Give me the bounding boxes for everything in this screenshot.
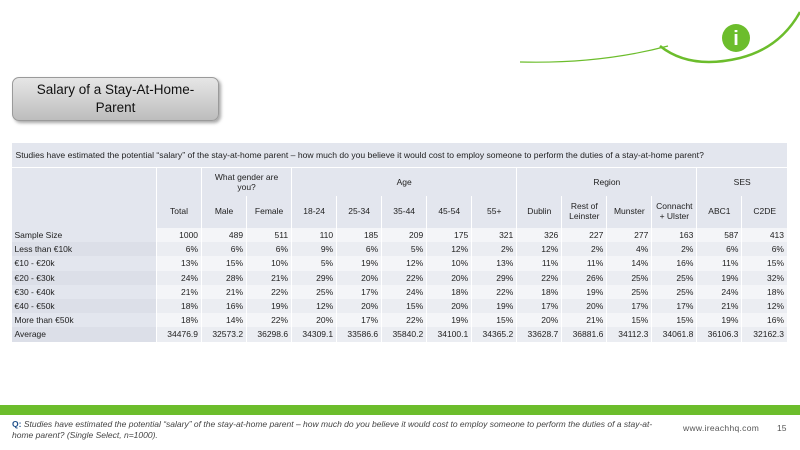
table-cell: 33628.7 xyxy=(517,327,562,341)
table-cell: 5% xyxy=(382,242,427,256)
table-cell: 19% xyxy=(697,271,742,285)
table-cell: 32% xyxy=(742,271,787,285)
table-cell: 413 xyxy=(742,228,787,242)
group-age: Age xyxy=(292,168,517,197)
table-cell: 14% xyxy=(202,313,247,327)
table-cell: 20% xyxy=(427,271,472,285)
table-cell: 29% xyxy=(472,271,517,285)
question-row xyxy=(12,143,788,168)
table-cell: 19% xyxy=(472,299,517,313)
column-header: Total xyxy=(157,196,202,228)
table-cell: 22% xyxy=(517,271,562,285)
table-row xyxy=(12,327,788,341)
table-cell: 511 xyxy=(247,228,292,242)
table-cell: 227 xyxy=(562,228,607,242)
table-cell: 16% xyxy=(742,313,787,327)
footer-question xyxy=(12,419,672,442)
table-cell: 321 xyxy=(472,228,517,242)
row-label: €30 - €40k xyxy=(12,285,157,299)
table-cell: 587 xyxy=(697,228,742,242)
row-label: More than €50k xyxy=(12,313,157,327)
table-cell: 21% xyxy=(247,271,292,285)
table-cell: 32573.2 xyxy=(202,327,247,341)
row-label: Average xyxy=(12,327,157,341)
table-cell: 163 xyxy=(652,228,697,242)
table-cell: 2% xyxy=(472,242,517,256)
table-cell: 18% xyxy=(427,285,472,299)
group-total-blank xyxy=(157,168,202,197)
table-cell: 28% xyxy=(202,271,247,285)
column-header: Connacht + Ulster xyxy=(652,196,697,228)
table-cell: 34309.1 xyxy=(292,327,337,341)
table-cell: 34476.9 xyxy=(157,327,202,341)
group-ses: SES xyxy=(697,168,787,197)
table-cell: 18% xyxy=(517,285,562,299)
table-row xyxy=(12,285,788,299)
table-cell: 175 xyxy=(427,228,472,242)
table-cell: 185 xyxy=(337,228,382,242)
table-cell: 17% xyxy=(517,299,562,313)
footer-q-prefix: Q: xyxy=(12,419,22,429)
table-cell: 25% xyxy=(292,285,337,299)
slide-title-box xyxy=(12,77,219,121)
table-cell: 9% xyxy=(292,242,337,256)
footer-url[interactable]: www.ireachhq.com xyxy=(683,423,760,433)
table-cell: 12% xyxy=(292,299,337,313)
logo-swoosh-line xyxy=(520,46,668,62)
table-cell: 17% xyxy=(337,285,382,299)
table-body xyxy=(12,228,788,342)
table-cell: 33586.6 xyxy=(337,327,382,341)
group-header-row xyxy=(12,168,788,197)
table-cell: 22% xyxy=(247,285,292,299)
ireach-logo xyxy=(0,0,800,80)
column-header: Rest of Leinster xyxy=(562,196,607,228)
table-cell: 19% xyxy=(427,313,472,327)
table-cell: 15% xyxy=(607,313,652,327)
table-cell: 12% xyxy=(382,256,427,270)
table-cell: 110 xyxy=(292,228,337,242)
table-cell: 34061.8 xyxy=(652,327,697,341)
table-cell: 6% xyxy=(697,242,742,256)
table-cell: 489 xyxy=(202,228,247,242)
table-cell: 32162.3 xyxy=(742,327,787,341)
group-region: Region xyxy=(517,168,697,197)
header-blank xyxy=(12,168,157,229)
table-cell: 25% xyxy=(652,271,697,285)
logo-letter: i xyxy=(733,28,739,50)
table-cell: 24% xyxy=(697,285,742,299)
column-header: Munster xyxy=(607,196,652,228)
table-cell: 22% xyxy=(247,313,292,327)
table-cell: 20% xyxy=(427,299,472,313)
table-cell: 21% xyxy=(202,285,247,299)
group-gender: What gender are you? xyxy=(202,168,292,197)
page-number: 15 xyxy=(777,423,787,433)
table-cell: 19% xyxy=(562,285,607,299)
table-cell: 19% xyxy=(247,299,292,313)
table-cell: 5% xyxy=(292,256,337,270)
table-cell: 277 xyxy=(607,228,652,242)
row-label: €40 - €50k xyxy=(12,299,157,313)
table-cell: 15% xyxy=(652,313,697,327)
table-cell: 21% xyxy=(157,285,202,299)
table-cell: 15% xyxy=(472,313,517,327)
column-header: ABC1 xyxy=(697,196,742,228)
table-cell: 2% xyxy=(562,242,607,256)
table-cell: 16% xyxy=(202,299,247,313)
table-cell: 16% xyxy=(652,256,697,270)
table-row xyxy=(12,313,788,327)
table-cell: 11% xyxy=(562,256,607,270)
table-cell: 22% xyxy=(382,271,427,285)
table-cell: 21% xyxy=(697,299,742,313)
question-text: Studies have estimated the potential “salary” of the stay-at-home parent – how much do you believe it would cost to employ someone to perform the duties of a stay-at-home parent? xyxy=(12,143,788,168)
table-cell: 20% xyxy=(517,313,562,327)
table-cell: 20% xyxy=(562,299,607,313)
footer-green-bar xyxy=(0,405,800,415)
table-cell: 6% xyxy=(157,242,202,256)
table-cell: 12% xyxy=(427,242,472,256)
table-cell: 25% xyxy=(607,285,652,299)
table-cell: 17% xyxy=(607,299,652,313)
table-cell: 13% xyxy=(472,256,517,270)
table-cell: 1000 xyxy=(157,228,202,242)
table-cell: 6% xyxy=(247,242,292,256)
table-cell: 15% xyxy=(742,256,787,270)
row-label: Less than €10k xyxy=(12,242,157,256)
table-cell: 326 xyxy=(517,228,562,242)
table-cell: 11% xyxy=(697,256,742,270)
table-cell: 24% xyxy=(157,271,202,285)
table-cell: 19% xyxy=(337,256,382,270)
table-row xyxy=(12,242,788,256)
table-cell: 13% xyxy=(157,256,202,270)
table-cell: 6% xyxy=(202,242,247,256)
table-cell: 22% xyxy=(472,285,517,299)
column-header: Female xyxy=(247,196,292,228)
table-cell: 6% xyxy=(337,242,382,256)
table-cell: 36106.3 xyxy=(697,327,742,341)
table-cell: 24% xyxy=(382,285,427,299)
table-cell: 14% xyxy=(607,256,652,270)
table-cell: 209 xyxy=(382,228,427,242)
crosstab-table xyxy=(11,143,787,342)
table-cell: 17% xyxy=(652,299,697,313)
column-header: 25-34 xyxy=(337,196,382,228)
table-cell: 25% xyxy=(652,285,697,299)
table-cell: 15% xyxy=(202,256,247,270)
table-cell: 21% xyxy=(562,313,607,327)
table-cell: 6% xyxy=(742,242,787,256)
table-cell: 2% xyxy=(652,242,697,256)
table-cell: 34365.2 xyxy=(472,327,517,341)
table-cell: 15% xyxy=(382,299,427,313)
table-cell: 11% xyxy=(517,256,562,270)
table-cell: 4% xyxy=(607,242,652,256)
column-header: C2DE xyxy=(742,196,787,228)
column-header: 35-44 xyxy=(382,196,427,228)
table-cell: 22% xyxy=(382,313,427,327)
table-cell: 20% xyxy=(292,313,337,327)
table-cell: 35840.2 xyxy=(382,327,427,341)
column-header: Male xyxy=(202,196,247,228)
table-cell: 12% xyxy=(517,242,562,256)
table-row xyxy=(12,256,788,270)
table-cell: 18% xyxy=(742,285,787,299)
row-label: €20 - €30k xyxy=(12,271,157,285)
table-cell: 18% xyxy=(157,313,202,327)
row-label: Sample Size xyxy=(12,228,157,242)
table-cell: 18% xyxy=(157,299,202,313)
table-cell: 20% xyxy=(337,299,382,313)
table-row xyxy=(12,228,788,242)
table-cell: 17% xyxy=(337,313,382,327)
table-row xyxy=(12,271,788,285)
column-header: 45-54 xyxy=(427,196,472,228)
table-cell: 12% xyxy=(742,299,787,313)
table-cell: 25% xyxy=(607,271,652,285)
table-cell: 34112.3 xyxy=(607,327,652,341)
table-cell: 10% xyxy=(427,256,472,270)
column-header: Dublin xyxy=(517,196,562,228)
table-cell: 36298.6 xyxy=(247,327,292,341)
table-cell: 19% xyxy=(697,313,742,327)
column-header: 18-24 xyxy=(292,196,337,228)
footer-q-text: Studies have estimated the potential “salary” of the stay-at-home parent – how much do you believe it would cost to employ someone to perform the duties of a stay-at-home parent? (Single Select, n=1000). xyxy=(12,419,653,441)
column-header: 55+ xyxy=(472,196,517,228)
table-cell: 20% xyxy=(337,271,382,285)
table-cell: 29% xyxy=(292,271,337,285)
table-cell: 10% xyxy=(247,256,292,270)
table-cell: 26% xyxy=(562,271,607,285)
table-cell: 34100.1 xyxy=(427,327,472,341)
row-label: €10 - €20k xyxy=(12,256,157,270)
table-row xyxy=(12,299,788,313)
table-cell: 36881.6 xyxy=(562,327,607,341)
slide-title: Salary of a Stay-At-Home-Parent xyxy=(36,82,195,115)
